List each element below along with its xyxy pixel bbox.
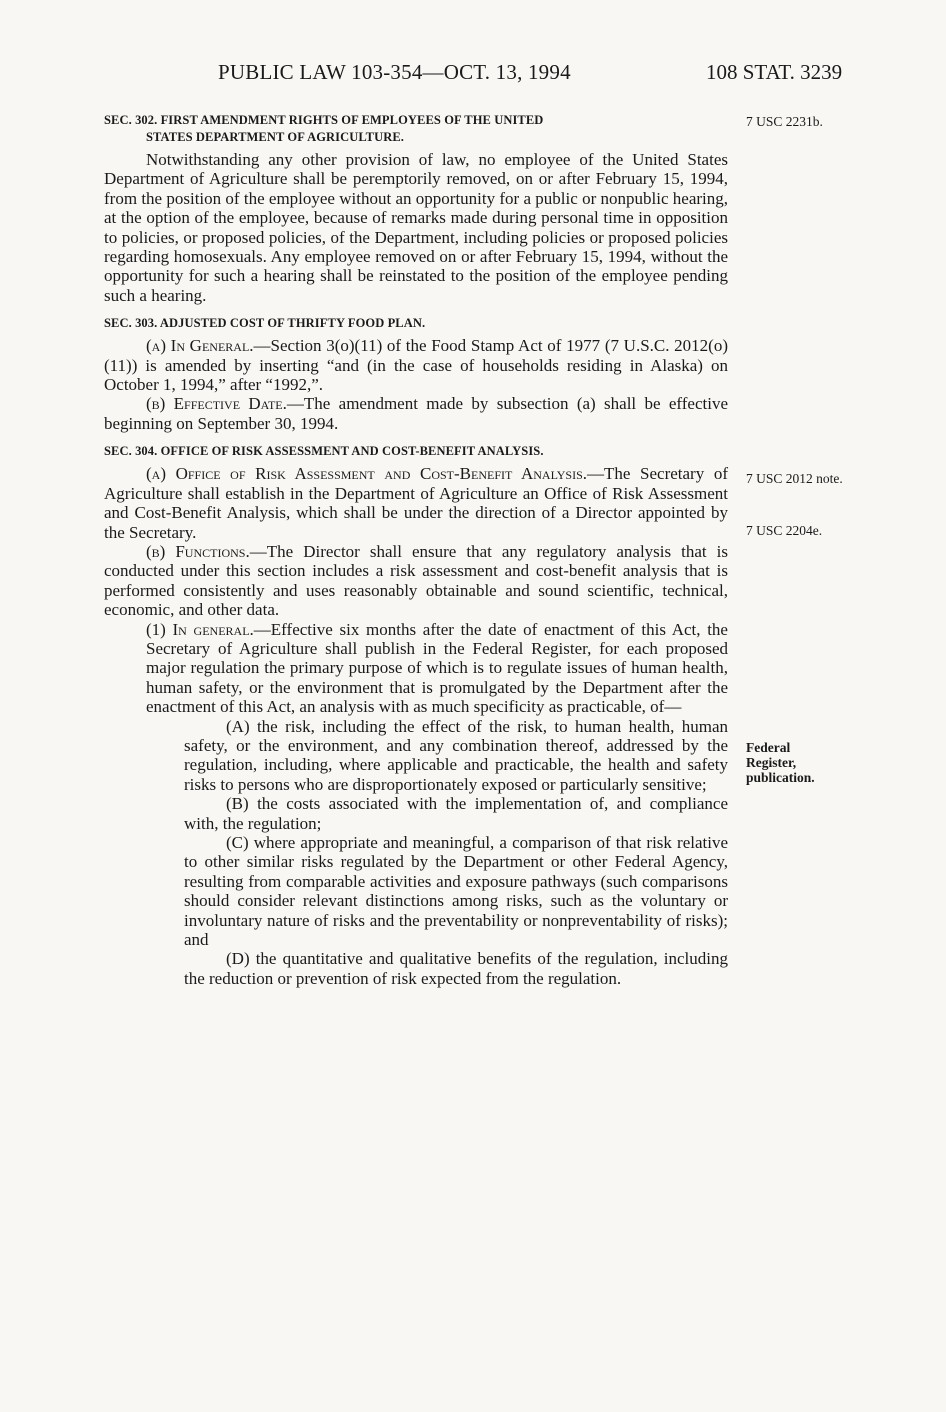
subsection-label: (a) In General. [146,336,254,356]
section-304-subparagraph-D: (D) the quantitative and qualitative benefits of the regulation, including the reduction or prevention of risk expected from the regulation. [184,949,728,988]
margin-note-line: Federal [746,740,791,755]
main-text-column [104,112,728,988]
section-304-paragraph-1 [104,620,728,717]
section-304-subparagraph-C: (C) where appropriate and meaningful, a comparison of that risk relative to other similar risks regulated by the Department or other Federal Agency, resulting from comparable activities and exposure pathways (such comparisons should consider relevant distinctions among risks, such as the voluntary or involuntary nature of risks and the preventability or nonpreventability of risks); and [184,833,728,950]
section-303-subsection-b [104,394,728,433]
section-304-subparagraph-A: (A) the risk, including the effect of the risk, to human health, human safety, or the environment, and any combination thereof, addressed by the regulation, including, where applicable and practicable, the health and safety risks to persons who are disproportionately exposed or particularly sensitive; [184,716,728,794]
section-304-subparagraph-B: (B) the costs associated with the implementation of, and compliance with, the regulation; [184,794,728,833]
margin-note-line: publication. [746,770,815,785]
subsection-label: (a) Office of Risk Assessment and Cost-Benefit Analysis. [146,464,587,484]
section-302-heading-line2: STATES DEPARTMENT OF AGRICULTURE. [146,130,405,144]
subsection-text: —The Secretary of Agriculture shall establish in the Department of Agriculture an Office of Risk Assessment and Cost-Benefit Analysis, which shall be under the direction of a Director appointed by the Secretary. [104,464,728,542]
section-304-heading: SEC. 304. OFFICE OF RISK ASSESSMENT AND COST-BENEFIT ANALYSIS. [104,444,544,459]
section-302-body: Notwithstanding any other provision of law, no employee of the United States Department of Agriculture shall be peremptorily removed, on or after February 15, 1994, from the position of the employee without an opportunity for a public or nonpublic hearing, at the option of the employee, because of remarks made during personal time in opposition to policies, or proposed policies, of the Department, including policies or proposed policies regarding homosexuals. Any employee removed on or after February 15, 1994, without the opportunity for such a hearing shall be reinstated to the position of the employee pending such a hearing. [104,150,728,305]
margin-note-federal-register [746,740,815,785]
margin-note-line: Register, [746,755,797,770]
margin-note-sec302: 7 USC 2231b. [746,114,823,129]
subsection-text: —The Director shall ensure that any regulatory analysis that is conducted under this section includes a risk assessment and cost-benefit analysis that is performed consistently and uses reasonably obtainable and sound scientific, technical, economic, and other data. [104,541,728,620]
paragraph-label: (1) In general. [146,619,254,639]
section-304-subsection-b [104,542,728,620]
section-302-heading-line1: SEC. 302. FIRST AMENDMENT RIGHTS OF EMPLOYEES OF THE UNITED [104,113,544,127]
subsection-text: —Section 3(o)(11) of the Food Stamp Act of 1977 (7 U.S.C. 2012(o)(11)) is amended by inserting “and (in the case of households residing in Alaska) on October 1, 1994,” after “1992,”. [104,336,728,395]
margin-note-sec303b: 7 USC 2012 note. [746,471,843,486]
section-303-subsection-a [104,336,728,394]
section-303-heading: SEC. 303. ADJUSTED COST OF THRIFTY FOOD PLAN. [104,316,426,331]
margin-note-sec304: 7 USC 2204e. [746,523,823,538]
section-304-subsection-a [104,464,728,542]
subsection-text: —The amendment made by subsection (a) shall be effective beginning on September 30, 1994. [104,394,728,433]
subsection-label: (b) Effective Date. [146,394,287,414]
running-header-stat-page: 108 STAT. 3239 [706,60,843,84]
section-302-heading [104,112,728,146]
running-header-title: PUBLIC LAW 103-354—OCT. 13, 1994 [218,60,571,84]
subsection-label: (b) Functions. [146,541,250,561]
paragraph-text: —Effective six months after the date of enactment of this Act, the Secretary of Agriculture shall publish in the Federal Register, for each proposed major regulation the primary purpose of which is to regulate issues of human health, human safety, or the environment that is promulgated by the Department after the enactment of this Act, an analysis with as much specificity as practicable, of— [146,619,728,717]
